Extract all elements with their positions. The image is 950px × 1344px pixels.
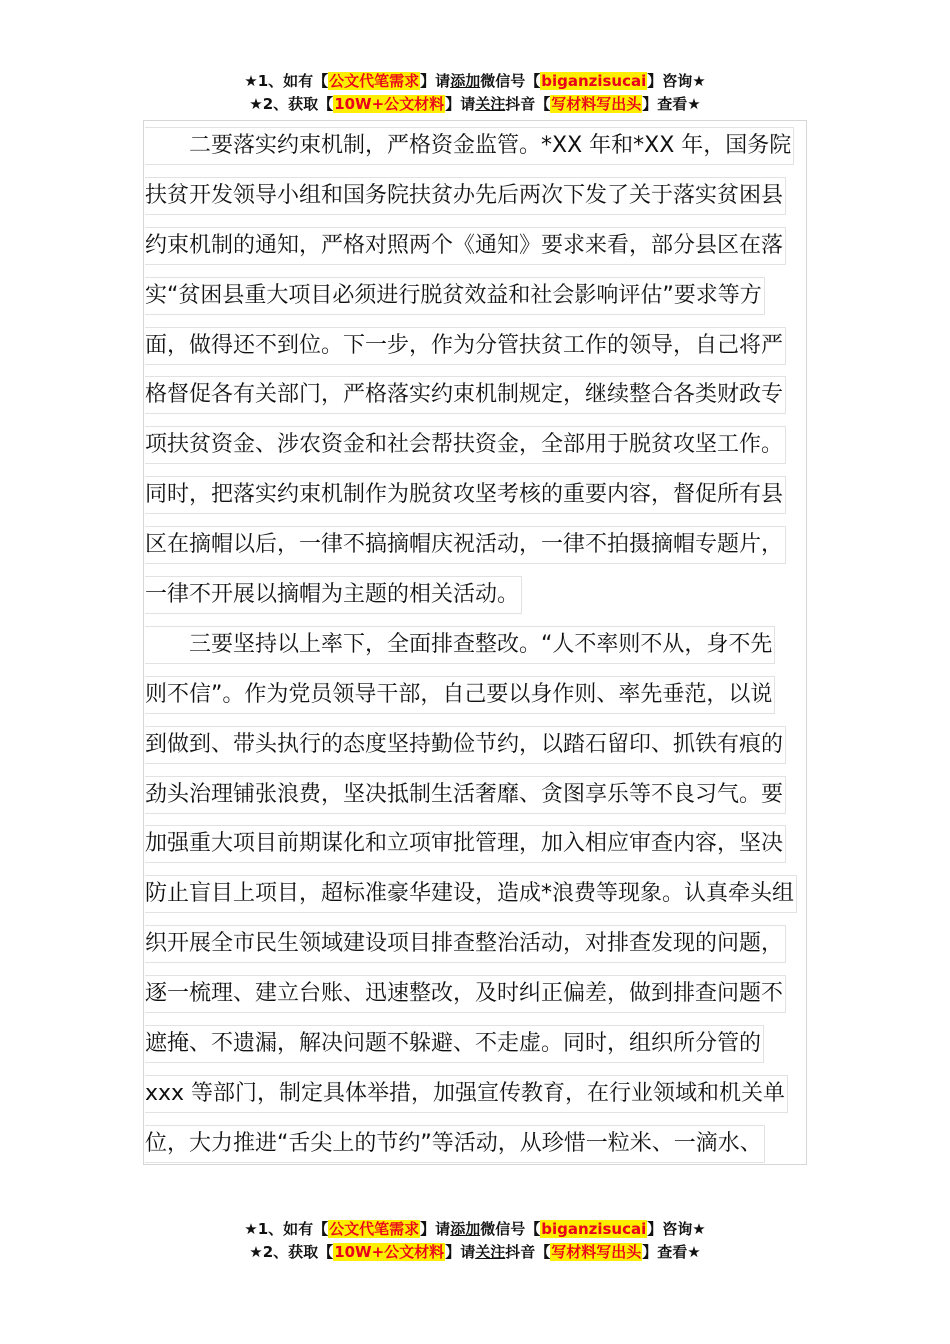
promo-text: 】请 (420, 72, 451, 90)
promo-line-2 (0, 1241, 950, 1264)
body-line (145, 726, 805, 776)
promo-text: 】请 (420, 1220, 451, 1238)
promo-highlight: 10W+公文材料 (334, 1243, 445, 1261)
promo-text: 】咨询★ (647, 72, 706, 90)
line-text: 二要落实约束机制，严格资金监管。*XX 年和*XX 年，国务院 (145, 127, 794, 165)
promo-line-2 (0, 93, 950, 116)
line-text: 扶贫开发领导小组和国务院扶贫办先后两次下发了关于落实贫困县 (145, 177, 786, 215)
promo-text: 微信号【 (480, 1220, 541, 1238)
document-body (145, 127, 805, 1175)
promo-text: ★1、如有【 (244, 1220, 329, 1238)
promo-text: 抖音【 (505, 95, 551, 113)
line-text: 区在摘帽以后，一律不搞摘帽庆祝活动，一律不拍摄摘帽专题片， (145, 526, 786, 564)
line-text: 加强重大项目前期谋化和立项审批管理，加入相应审查内容，坚决 (145, 825, 786, 863)
body-line (145, 776, 805, 826)
body-line (145, 875, 805, 925)
body-line (145, 526, 805, 576)
body-line (145, 327, 805, 377)
promo-highlight: 公文代笔需求 (329, 1220, 420, 1238)
promo-text: 】查看★ (642, 1243, 701, 1261)
promo-text: 】请 (445, 1243, 476, 1261)
line-text: 逐一梳理、建立台账、迅速整改，及时纠正偏差，做到排查问题不 (145, 975, 786, 1013)
promo-text: ★1、如有【 (244, 72, 329, 90)
promo-underlined: 添加 (450, 1220, 481, 1238)
line-text: 防止盲目上项目，超标准豪华建设，造成*浪费等现象。认真牵头组 (145, 875, 797, 913)
promo-text: ★2、获取【 (249, 1243, 334, 1261)
body-line (145, 825, 805, 875)
body-line (145, 626, 805, 676)
line-text: 织开展全市民生领域建设项目排查整治活动，对排查发现的问题， (145, 925, 786, 963)
body-line (145, 576, 805, 626)
promo-douyin-name: 写材料写出头 (551, 1243, 642, 1261)
body-line (145, 227, 805, 277)
body-line (145, 676, 805, 726)
promo-wechat-id: biganzisucai (541, 72, 647, 90)
promo-text: ★2、获取【 (249, 95, 334, 113)
line-text: 一律不开展以摘帽为主题的相关活动。 (145, 576, 522, 614)
line-text: 面，做得还不到位。下一步，作为分管扶贫工作的领导，自己将严 (145, 327, 786, 365)
body-line (145, 476, 805, 526)
body-line (145, 277, 805, 327)
line-text: 格督促各有关部门，严格落实约束机制规定，继续整合各类财政专 (145, 376, 786, 414)
body-line (145, 925, 805, 975)
line-text: 同时，把落实约束机制作为脱贫攻坚考核的重要内容，督促所有县 (145, 476, 786, 514)
promo-text: 】咨询★ (647, 1220, 706, 1238)
body-line (145, 177, 805, 227)
promo-text: 抖音【 (505, 1243, 551, 1261)
line-text: 实“贫困县重大项目必须进行脱贫效益和社会影响评估”要求等方 (145, 277, 765, 315)
body-line (145, 376, 805, 426)
promo-line-1 (0, 70, 950, 93)
line-text: 位，大力推进“舌尖上的节约”等活动，从珍惜一粒米、一滴水、 (145, 1125, 765, 1163)
promo-douyin-name: 写材料写出头 (551, 95, 642, 113)
promo-underlined: 关注 (475, 95, 506, 113)
promo-underlined: 关注 (475, 1243, 506, 1261)
promo-text: 】查看★ (642, 95, 701, 113)
body-line (145, 1025, 805, 1075)
body-line (145, 1075, 805, 1125)
body-line (145, 426, 805, 476)
line-text: 遮掩、不遗漏，解决问题不躲避、不走虚。同时，组织所分管的 (145, 1025, 764, 1063)
promo-highlight: 10W+公文材料 (334, 95, 445, 113)
line-text: 三要坚持以上率下，全面排查整改。“人不率则不从，身不先 (145, 626, 775, 664)
promo-text: 微信号【 (480, 72, 541, 90)
line-text: 约束机制的通知，严格对照两个《通知》要求来看，部分县区在落 (145, 227, 786, 265)
promo-line-1 (0, 1218, 950, 1241)
line-text: 劲头治理铺张浪费，坚决抵制生活奢靡、贪图享乐等不良习气。要 (145, 776, 786, 814)
body-line (145, 127, 805, 177)
line-text: 到做到、带头执行的态度坚持勤俭节约，以踏石留印、抓铁有痕的 (145, 726, 786, 764)
promo-text: 】请 (445, 95, 476, 113)
promo-underlined: 添加 (450, 72, 481, 90)
footer-promo-banner (0, 1218, 950, 1264)
body-line (145, 1125, 805, 1175)
body-line (145, 975, 805, 1025)
promo-highlight: 公文代笔需求 (329, 72, 420, 90)
header-promo-banner (0, 70, 950, 116)
line-text: xxx 等部门，制定具体举措，加强宣传教育，在行业领域和机关单 (145, 1075, 788, 1113)
line-text: 则不信”。作为党员领导干部，自己要以身作则、率先垂范，以说 (145, 676, 775, 714)
promo-wechat-id: biganzisucai (541, 1220, 647, 1238)
line-text: 项扶贫资金、涉农资金和社会帮扶资金，全部用于脱贫攻坚工作。 (145, 426, 786, 464)
